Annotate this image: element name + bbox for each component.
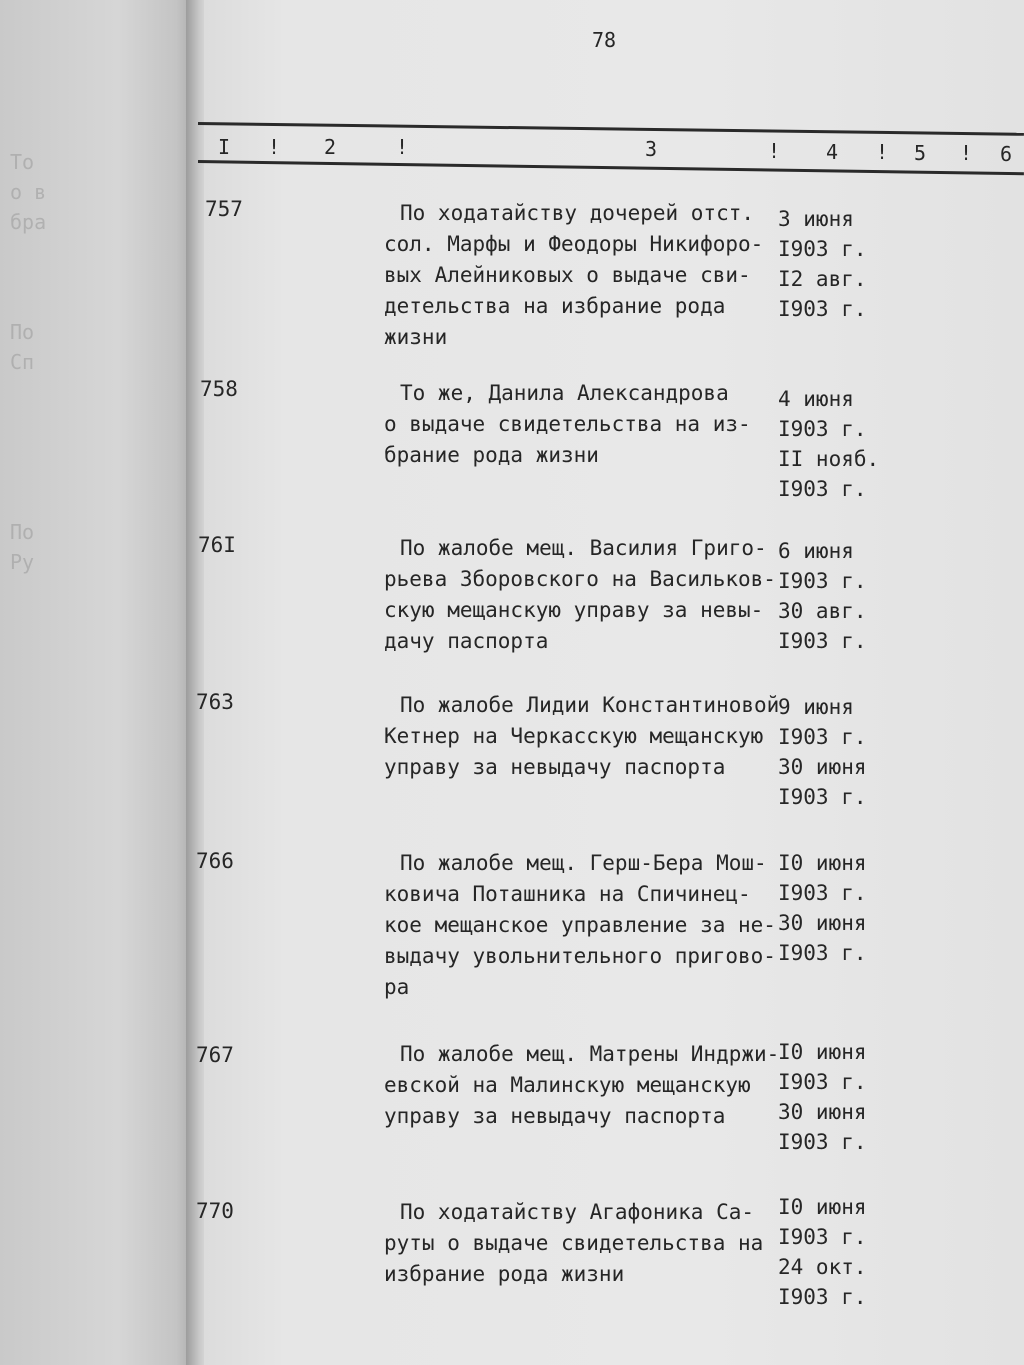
record-number: 763 [196,690,234,714]
description-line: кое мещанское управление за не- [384,913,776,937]
description-line: брание рода жизни [384,443,599,467]
record-description [384,848,784,1003]
date-line: I903 г. [778,1070,867,1094]
description-line: По жалобе мещ. Герш-Бера Мош- [400,851,767,875]
description-line: По жалобе мещ. Василия Григо- [400,536,767,560]
date-line: 3 июня [778,207,854,231]
description-line: По жалобе мещ. Матрены Индржи- [400,1042,780,1066]
date-line: I0 июня [778,1195,867,1219]
record-number: 76I [198,533,236,557]
left-page [0,0,196,1365]
description-line: ковича Поташника на Спичинец- [384,882,751,906]
bleed-through-text: По [10,320,35,344]
date-line: I903 г. [778,477,867,501]
date-line: II нояб. [778,447,880,471]
description-line: вых Алейниковых о выдаче сви- [384,263,751,287]
bleed-through-text: о в [10,180,47,204]
bleed-through-text: Сп [10,350,35,374]
date-line: I903 г. [778,417,867,441]
description-line: о выдаче свидетельства на из- [384,412,751,436]
record-number: 767 [196,1043,234,1067]
description-line: По жалобе Лидии Константиновой [400,693,780,717]
page-number: 78 [592,28,617,52]
record-number: 770 [196,1199,234,1223]
date-line: 30 июня [778,1100,867,1124]
column-separator: ! [396,135,409,159]
bleed-through-text: Ру [10,550,35,574]
description-line: По ходатайству дочерей отст. [400,201,755,225]
date-line: I903 г. [778,569,867,593]
date-line: 30 авг. [778,599,867,623]
date-line: I903 г. [778,941,867,965]
record-dates [778,204,888,324]
date-line: I0 июня [778,1040,867,1064]
column-header-3: 3 [645,137,658,161]
bleed-through-text: По [10,520,35,544]
description-line: выдачу увольнительного пригово- [384,944,776,968]
column-separator: ! [268,135,281,159]
date-line: I903 г. [778,1130,867,1154]
bleed-through-text: То [10,150,35,174]
date-line: I903 г. [778,1285,867,1309]
record-description [384,690,784,783]
column-separator: ! [960,141,973,165]
description-line: руты о выдаче свидетельства на [384,1231,764,1255]
record-dates [778,536,888,656]
date-line: 6 июня [778,539,854,563]
record-dates [778,848,888,968]
date-line: 9 июня [778,695,854,719]
column-header-4: 4 [826,140,839,164]
column-header-6: 6 [1000,142,1013,166]
record-description [384,533,784,657]
description-line: дачу паспорта [384,629,549,653]
date-line: I0 июня [778,851,867,875]
description-line: евской на Малинскую мещанскую [384,1073,751,1097]
description-line: управу за невыдачу паспорта [384,755,726,779]
description-line: управу за невыдачу паспорта [384,1104,726,1128]
date-line: I903 г. [778,1225,867,1249]
date-line: 30 июня [778,911,867,935]
date-line: I903 г. [778,297,867,321]
record-description [384,1197,784,1290]
bleed-through-text: бра [10,210,47,234]
record-dates [778,1192,888,1312]
column-separator: ! [768,139,781,163]
record-description [384,198,784,353]
date-line: I903 г. [778,237,867,261]
record-description [384,1039,784,1132]
description-line: рьева Зборовского на Васильков- [384,567,776,591]
date-line: 4 июня [778,387,854,411]
description-line: По ходатайству Агафоника Са- [400,1200,755,1224]
description-line: детельства на избрание рода [384,294,726,318]
description-line: сол. Марфы и Феодоры Никифоро- [384,232,764,256]
record-dates [778,692,888,812]
record-number: 757 [205,197,243,221]
date-line: I2 авг. [778,267,867,291]
record-description [384,378,784,471]
description-line: ра [384,975,410,999]
date-line: I903 г. [778,725,867,749]
record-dates [778,384,888,504]
date-line: 24 окт. [778,1255,867,1279]
column-header-5: 5 [914,141,927,165]
date-line: I903 г. [778,881,867,905]
date-line: 30 июня [778,755,867,779]
column-header-2: 2 [324,135,337,159]
column-header-1: I [218,135,231,159]
description-line: избрание рода жизни [384,1262,625,1286]
description-line: Кетнер на Черкасскую мещанскую [384,724,764,748]
description-line: скую мещанскую управу за невы- [384,598,764,622]
date-line: I903 г. [778,629,867,653]
record-number: 758 [200,377,238,401]
column-separator: ! [876,140,889,164]
description-line: То же, Данила Александрова [400,381,729,405]
record-number: 766 [196,849,234,873]
record-dates [778,1037,888,1157]
date-line: I903 г. [778,785,867,809]
description-line: жизни [384,325,448,349]
